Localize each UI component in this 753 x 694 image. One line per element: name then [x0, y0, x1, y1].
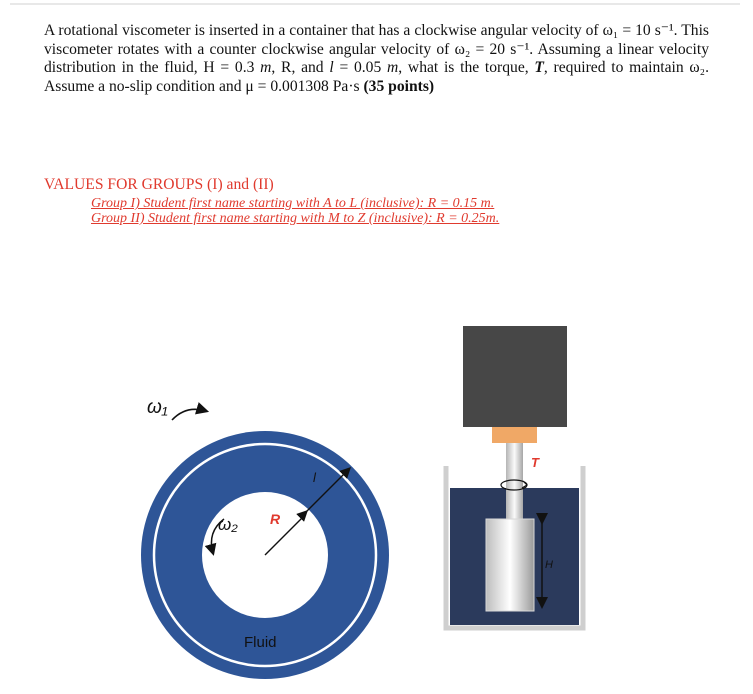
problem-text-6: , what is the torque,: [398, 59, 529, 76]
group-2-line: Group II) Student first name starting with M to Z (inclusive): R = 0.25m.: [91, 211, 500, 226]
group-1-line: Group I) Student first name starting with A to L (inclusive): R = 0.15 m.: [91, 196, 495, 211]
problem-text-5: = 0.05: [339, 59, 382, 76]
problem-text-3: . Assuming a linear velocity distribution in the fluid, H = 0.3: [44, 40, 710, 76]
values-heading: VALUES FOR GROUPS (I) and (II): [44, 176, 274, 193]
fluid-label: Fluid: [244, 634, 277, 651]
torque-T-label: T: [531, 455, 539, 470]
rotor-cylinder: [486, 519, 534, 611]
unit-m-2: m: [387, 59, 399, 76]
height-H-label: H: [545, 559, 553, 571]
radius-R-label: R: [270, 511, 281, 527]
omega2-value: ω₂ = 20 s⁻¹: [454, 40, 530, 58]
omega1-label: ω₁: [147, 397, 168, 418]
problem-text-1: A rotational viscometer is inserted in a container that has a clockwise angular velocity of: [44, 22, 599, 39]
points-label: (35 points): [363, 77, 435, 95]
motor-housing: [463, 326, 567, 427]
omega1-arrow-icon: [172, 409, 206, 420]
omega1-value: ω₁ = 10 s⁻¹: [602, 22, 674, 39]
motor-coupling: [492, 427, 537, 443]
problem-text-7: , required to maintain ω₂. Assume a no-slip condition and μ = 0.001308 Pa·s: [44, 59, 710, 95]
problem-text-4: , R, and: [271, 59, 324, 76]
symbol-l: l: [329, 59, 334, 76]
side-view-figure: [446, 326, 583, 628]
top-view-figure: [141, 397, 389, 679]
gap-l-label: l: [313, 470, 316, 485]
problem-text-2: . This viscometer rotates with a counter clockwise angular velocity of: [44, 22, 709, 58]
torque-symbol: T: [534, 59, 544, 76]
unit-m-1: m: [260, 59, 272, 76]
omega2-label: ω₂: [218, 515, 238, 534]
